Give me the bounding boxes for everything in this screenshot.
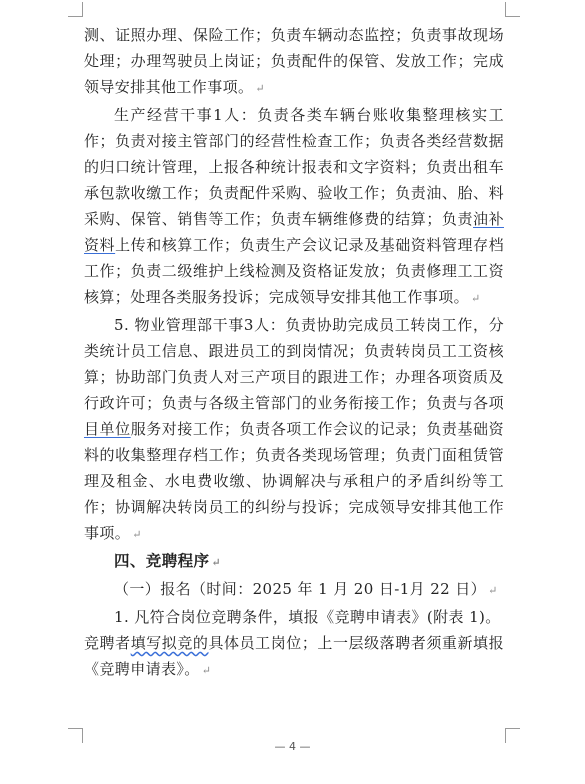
crop-mark-top-right: [505, 2, 520, 17]
paragraph-registration-subheading: [84, 576, 504, 604]
paragraph-text: 竞聘者: [84, 634, 131, 652]
document-body[interactable]: [84, 22, 504, 684]
paragraph-text: 具体员工岗位；上一层级落聘者须重新填报《竞聘申请表》。: [84, 634, 504, 678]
paragraph-registration-step-1: [84, 604, 504, 630]
paragraph-registration-step-1-cont: [84, 630, 504, 684]
paragraph-production-officer: [84, 102, 504, 312]
page-number: — 4 —: [274, 740, 311, 753]
heading-text: 四、竞聘程序: [114, 551, 210, 570]
spellcheck-underlined-text[interactable]: 填写拟竞的: [130, 634, 209, 652]
section-heading: [84, 548, 504, 576]
paragraph-text: （一）报名（时间：2025 年 1 月 20 日-1月 22 日）: [114, 580, 487, 598]
paragraph-mark-icon: ↵: [471, 292, 481, 305]
grammar-underlined-text[interactable]: 目单位: [84, 420, 131, 438]
paragraph-property-officer: [84, 312, 504, 548]
paragraph-mark-icon: ↵: [211, 556, 222, 569]
paragraph-mark-icon: ↵: [255, 82, 266, 95]
paragraph-text: 服务对接工作；负责各项工作会议的记录；负责基础资料的收集整理存档工作；负责各类现场管理；负责门面租赁管理及租金、水电费收缴、协调解决与承租户的矛盾纠纷等工作；协调解决转岗员工的纠纷与投诉；完成领导安排其他工作事项。: [84, 420, 504, 542]
paragraph-text: 测、证照办理、保险工作；负责车辆动态监控；负责事故现场处理；办理驾驶员上岗证；负责配件的保管、发放工作；完成领导安排其他工作事项。: [84, 26, 504, 96]
paragraph-text: 生产经营干事1人：负责各类车辆台账收集整理核实工作；负责对接主管部门的经营性检查工作；负责各类经营数据的归口统计管理，上报各种统计报表和文字资料；负责出租车承包款收缴工作；负责配件采购、验收工作；负责油、胎、料采购、保管、销售等工作；负责车辆维修费的结算；负责: [84, 106, 504, 228]
paragraph-text: 1. 凡符合岗位竞聘条件，填报《竞聘申请表》(附表 1)。: [114, 608, 501, 626]
paragraph-text: 上传和核算工作；负责生产会议记录及基础资料管理存档工作；负责二级维护上线检测及资格证发放；负责修理工工资核算；处理各类服务投诉；完成领导安排其他工作事项。: [84, 236, 504, 306]
paragraph-mark-icon: ↵: [132, 528, 142, 541]
grammar-underlined-text[interactable]: 油补资料: [84, 210, 504, 254]
crop-mark-top-left: [68, 2, 83, 17]
paragraph-vehicle-duties: [84, 22, 504, 102]
paragraph-mark-icon: ↵: [488, 584, 498, 597]
paragraph-text: 5. 物业管理部干事3人：负责协助完成员工转岗工作，分类统计员工信息、跟进员工的到岗情况；负责转岗员工工资核算；协助部门负责人对三产项目的跟进工作；办理各项资质及行政许可；负责与各级主管部门的业务衔接工作；负责与各项: [84, 316, 504, 412]
paragraph-mark-icon: ↵: [201, 664, 212, 677]
